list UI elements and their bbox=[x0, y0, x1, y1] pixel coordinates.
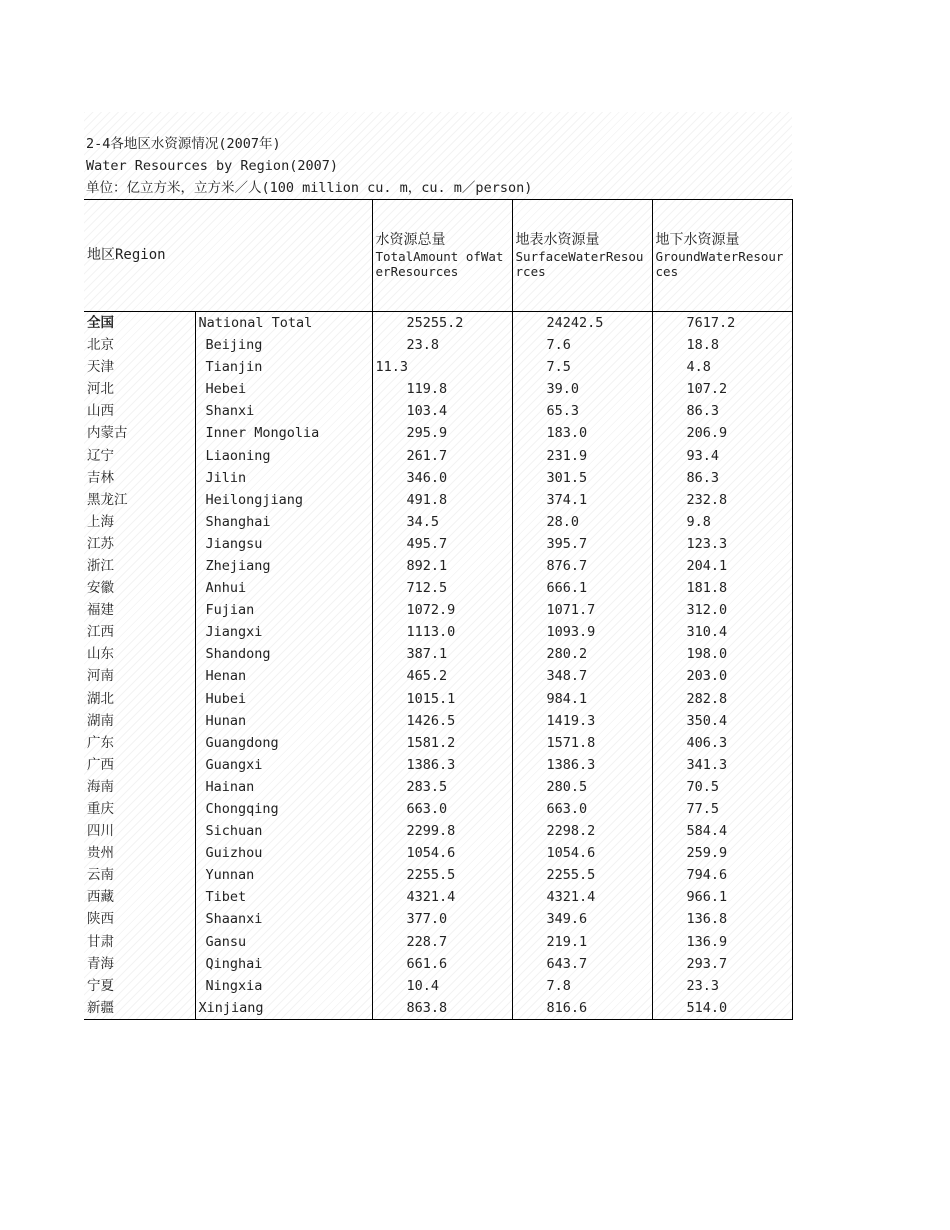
ground-cell: 198.0 bbox=[652, 643, 792, 665]
total-cell: 1426.5 bbox=[372, 710, 512, 732]
table-row bbox=[84, 842, 792, 864]
region-en-cell: Xinjiang bbox=[195, 997, 372, 1020]
surface-cell: 374.1 bbox=[512, 489, 652, 511]
region-en-cell: Zhejiang bbox=[195, 555, 372, 577]
surface-cell: 4321.4 bbox=[512, 886, 652, 908]
table-row bbox=[84, 886, 792, 908]
table-row bbox=[84, 710, 792, 732]
total-cell: 495.7 bbox=[372, 533, 512, 555]
table-row bbox=[84, 688, 792, 710]
table-body bbox=[84, 312, 792, 1020]
ground-cell: 18.8 bbox=[652, 334, 792, 356]
region-cn-cell: 辽宁 bbox=[84, 444, 195, 466]
region-cn-cell: 广东 bbox=[84, 732, 195, 754]
total-cell: 1054.6 bbox=[372, 842, 512, 864]
region-cn-cell: 四川 bbox=[84, 820, 195, 842]
total-cell: 11.3 bbox=[372, 356, 512, 378]
spreadsheet-sheet bbox=[84, 112, 792, 1020]
surface-cell: 349.6 bbox=[512, 908, 652, 930]
surface-cell: 1571.8 bbox=[512, 732, 652, 754]
region-cn-cell: 浙江 bbox=[84, 555, 195, 577]
region-cn-cell: 安徽 bbox=[84, 577, 195, 599]
surface-cell: 348.7 bbox=[512, 665, 652, 687]
table-row bbox=[84, 312, 792, 335]
region-cn-cell: 海南 bbox=[84, 776, 195, 798]
region-en-cell: Ningxia bbox=[195, 975, 372, 997]
total-cell: 1015.1 bbox=[372, 688, 512, 710]
region-cn-cell: 天津 bbox=[84, 356, 195, 378]
region-cn-cell: 宁夏 bbox=[84, 975, 195, 997]
header-total bbox=[372, 200, 512, 312]
surface-cell: 1419.3 bbox=[512, 710, 652, 732]
table-row bbox=[84, 467, 792, 489]
surface-cell: 301.5 bbox=[512, 467, 652, 489]
surface-cell: 1054.6 bbox=[512, 842, 652, 864]
region-en-cell: Shanxi bbox=[195, 400, 372, 422]
header-ground-en: GroundWaterResources bbox=[655, 249, 784, 279]
ground-cell: 282.8 bbox=[652, 688, 792, 710]
region-cn-cell: 山东 bbox=[84, 643, 195, 665]
region-cn-cell: 青海 bbox=[84, 953, 195, 975]
region-en-cell: Guangxi bbox=[195, 754, 372, 776]
ground-cell: 7617.2 bbox=[652, 312, 792, 335]
total-cell: 387.1 bbox=[372, 643, 512, 665]
region-cn-cell: 内蒙古 bbox=[84, 422, 195, 444]
total-cell: 465.2 bbox=[372, 665, 512, 687]
surface-cell: 984.1 bbox=[512, 688, 652, 710]
ground-cell: 794.6 bbox=[652, 864, 792, 886]
ground-cell: 181.8 bbox=[652, 577, 792, 599]
region-en-cell: Beijing bbox=[195, 334, 372, 356]
surface-cell: 28.0 bbox=[512, 511, 652, 533]
region-cn-cell: 广西 bbox=[84, 754, 195, 776]
ground-cell: 86.3 bbox=[652, 467, 792, 489]
region-en-cell: Jiangsu bbox=[195, 533, 372, 555]
ground-cell: 136.9 bbox=[652, 931, 792, 953]
table-row bbox=[84, 533, 792, 555]
region-cn-cell: 上海 bbox=[84, 511, 195, 533]
total-cell: 4321.4 bbox=[372, 886, 512, 908]
surface-cell: 65.3 bbox=[512, 400, 652, 422]
header-total-cn: 水资源总量 bbox=[375, 232, 446, 248]
water-resources-table bbox=[84, 199, 793, 1020]
region-en-cell: Hainan bbox=[195, 776, 372, 798]
table-row bbox=[84, 356, 792, 378]
region-en-cell: National Total bbox=[195, 312, 372, 335]
surface-cell: 7.5 bbox=[512, 356, 652, 378]
region-en-cell: Guizhou bbox=[195, 842, 372, 864]
total-cell: 491.8 bbox=[372, 489, 512, 511]
region-en-cell: Hunan bbox=[195, 710, 372, 732]
table-row bbox=[84, 511, 792, 533]
ground-cell: 9.8 bbox=[652, 511, 792, 533]
region-cn-cell: 湖南 bbox=[84, 710, 195, 732]
region-cn-cell: 河北 bbox=[84, 378, 195, 400]
table-row bbox=[84, 975, 792, 997]
total-cell: 2255.5 bbox=[372, 864, 512, 886]
surface-cell: 24242.5 bbox=[512, 312, 652, 335]
total-cell: 377.0 bbox=[372, 908, 512, 930]
total-cell: 283.5 bbox=[372, 776, 512, 798]
total-cell: 34.5 bbox=[372, 511, 512, 533]
region-en-cell: Chongqing bbox=[195, 798, 372, 820]
total-cell: 119.8 bbox=[372, 378, 512, 400]
region-cn-cell: 新疆 bbox=[84, 997, 195, 1020]
ground-cell: 350.4 bbox=[652, 710, 792, 732]
unit-line: 单位：亿立方米，立方米／人(100 million cu. m，cu. m／person) bbox=[86, 180, 533, 196]
region-cn-cell: 山西 bbox=[84, 400, 195, 422]
ground-cell: 23.3 bbox=[652, 975, 792, 997]
surface-cell: 39.0 bbox=[512, 378, 652, 400]
region-en-cell: Anhui bbox=[195, 577, 372, 599]
ground-cell: 514.0 bbox=[652, 997, 792, 1020]
region-cn-cell: 重庆 bbox=[84, 798, 195, 820]
ground-cell: 966.1 bbox=[652, 886, 792, 908]
surface-cell: 2298.2 bbox=[512, 820, 652, 842]
table-row bbox=[84, 732, 792, 754]
header-total-en: TotalAmount ofWaterResources bbox=[375, 249, 504, 279]
table-row bbox=[84, 400, 792, 422]
region-en-cell: Shaanxi bbox=[195, 908, 372, 930]
total-cell: 863.8 bbox=[372, 997, 512, 1020]
table-row bbox=[84, 334, 792, 356]
ground-cell: 4.8 bbox=[652, 356, 792, 378]
table-title-en: Water Resources by Region(2007) bbox=[86, 158, 338, 174]
ground-cell: 206.9 bbox=[652, 422, 792, 444]
surface-cell: 1093.9 bbox=[512, 621, 652, 643]
total-cell: 25255.2 bbox=[372, 312, 512, 335]
surface-cell: 663.0 bbox=[512, 798, 652, 820]
total-cell: 892.1 bbox=[372, 555, 512, 577]
region-cn-cell: 河南 bbox=[84, 665, 195, 687]
region-cn-cell: 北京 bbox=[84, 334, 195, 356]
region-en-cell: Henan bbox=[195, 665, 372, 687]
ground-cell: 310.4 bbox=[652, 621, 792, 643]
region-en-cell: Sichuan bbox=[195, 820, 372, 842]
ground-cell: 203.0 bbox=[652, 665, 792, 687]
region-en-cell: Hebei bbox=[195, 378, 372, 400]
total-cell: 712.5 bbox=[372, 577, 512, 599]
ground-cell: 93.4 bbox=[652, 444, 792, 466]
region-en-cell: Tibet bbox=[195, 886, 372, 908]
total-cell: 228.7 bbox=[372, 931, 512, 953]
region-cn-cell: 吉林 bbox=[84, 467, 195, 489]
region-cn-cell: 湖北 bbox=[84, 688, 195, 710]
table-row bbox=[84, 931, 792, 953]
table-row bbox=[84, 864, 792, 886]
header-surface bbox=[512, 200, 652, 312]
table-row bbox=[84, 422, 792, 444]
surface-cell: 7.6 bbox=[512, 334, 652, 356]
region-cn-cell: 云南 bbox=[84, 864, 195, 886]
region-cn-cell: 陕西 bbox=[84, 908, 195, 930]
total-cell: 23.8 bbox=[372, 334, 512, 356]
surface-cell: 7.8 bbox=[512, 975, 652, 997]
header-ground bbox=[652, 200, 792, 312]
total-cell: 663.0 bbox=[372, 798, 512, 820]
region-en-cell: Qinghai bbox=[195, 953, 372, 975]
table-row bbox=[84, 665, 792, 687]
table-row bbox=[84, 444, 792, 466]
region-cn-cell: 西藏 bbox=[84, 886, 195, 908]
region-en-cell: Inner Mongolia bbox=[195, 422, 372, 444]
table-row bbox=[84, 577, 792, 599]
surface-cell: 395.7 bbox=[512, 533, 652, 555]
ground-cell: 406.3 bbox=[652, 732, 792, 754]
surface-cell: 1386.3 bbox=[512, 754, 652, 776]
header-surface-en: SurfaceWaterResources bbox=[515, 249, 644, 279]
region-en-cell: Heilongjiang bbox=[195, 489, 372, 511]
region-en-cell: Jiangxi bbox=[195, 621, 372, 643]
table-row bbox=[84, 378, 792, 400]
ground-cell: 77.5 bbox=[652, 798, 792, 820]
surface-cell: 2255.5 bbox=[512, 864, 652, 886]
region-en-cell: Liaoning bbox=[195, 444, 372, 466]
table-row bbox=[84, 643, 792, 665]
ground-cell: 341.3 bbox=[652, 754, 792, 776]
region-en-cell: Gansu bbox=[195, 931, 372, 953]
ground-cell: 123.3 bbox=[652, 533, 792, 555]
surface-cell: 280.5 bbox=[512, 776, 652, 798]
table-row bbox=[84, 798, 792, 820]
table-row bbox=[84, 908, 792, 930]
ground-cell: 136.8 bbox=[652, 908, 792, 930]
region-en-cell: Fujian bbox=[195, 599, 372, 621]
header-region: 地区Region bbox=[84, 200, 372, 312]
surface-cell: 1071.7 bbox=[512, 599, 652, 621]
ground-cell: 204.1 bbox=[652, 555, 792, 577]
surface-cell: 280.2 bbox=[512, 643, 652, 665]
table-row bbox=[84, 555, 792, 577]
total-cell: 295.9 bbox=[372, 422, 512, 444]
surface-cell: 666.1 bbox=[512, 577, 652, 599]
total-cell: 1072.9 bbox=[372, 599, 512, 621]
ground-cell: 232.8 bbox=[652, 489, 792, 511]
total-cell: 1386.3 bbox=[372, 754, 512, 776]
region-en-cell: Guangdong bbox=[195, 732, 372, 754]
table-row bbox=[84, 599, 792, 621]
region-cn-cell: 贵州 bbox=[84, 842, 195, 864]
ground-cell: 107.2 bbox=[652, 378, 792, 400]
table-row bbox=[84, 953, 792, 975]
surface-cell: 219.1 bbox=[512, 931, 652, 953]
table-row bbox=[84, 776, 792, 798]
surface-cell: 643.7 bbox=[512, 953, 652, 975]
ground-cell: 584.4 bbox=[652, 820, 792, 842]
table-row bbox=[84, 997, 792, 1020]
table-row bbox=[84, 489, 792, 511]
ground-cell: 259.9 bbox=[652, 842, 792, 864]
total-cell: 261.7 bbox=[372, 444, 512, 466]
surface-cell: 876.7 bbox=[512, 555, 652, 577]
total-cell: 2299.8 bbox=[372, 820, 512, 842]
region-en-cell: Jilin bbox=[195, 467, 372, 489]
surface-cell: 816.6 bbox=[512, 997, 652, 1020]
total-cell: 103.4 bbox=[372, 400, 512, 422]
region-cn-cell: 甘肃 bbox=[84, 931, 195, 953]
region-cn-cell: 江苏 bbox=[84, 533, 195, 555]
table-row bbox=[84, 621, 792, 643]
table-row bbox=[84, 820, 792, 842]
header-surface-cn: 地表水资源量 bbox=[515, 232, 600, 248]
header-row bbox=[84, 200, 792, 312]
total-cell: 346.0 bbox=[372, 467, 512, 489]
ground-cell: 70.5 bbox=[652, 776, 792, 798]
region-cn-cell: 福建 bbox=[84, 599, 195, 621]
total-cell: 1113.0 bbox=[372, 621, 512, 643]
region-en-cell: Yunnan bbox=[195, 864, 372, 886]
table-title-cn: 2-4各地区水资源情况(2007年) bbox=[86, 136, 281, 152]
region-cn-cell: 全国 bbox=[84, 312, 195, 335]
ground-cell: 293.7 bbox=[652, 953, 792, 975]
total-cell: 1581.2 bbox=[372, 732, 512, 754]
total-cell: 10.4 bbox=[372, 975, 512, 997]
region-en-cell: Tianjin bbox=[195, 356, 372, 378]
ground-cell: 312.0 bbox=[652, 599, 792, 621]
ground-cell: 86.3 bbox=[652, 400, 792, 422]
region-en-cell: Shanghai bbox=[195, 511, 372, 533]
surface-cell: 231.9 bbox=[512, 444, 652, 466]
header-ground-cn: 地下水资源量 bbox=[655, 232, 740, 248]
total-cell: 661.6 bbox=[372, 953, 512, 975]
region-cn-cell: 黑龙江 bbox=[84, 489, 195, 511]
region-en-cell: Hubei bbox=[195, 688, 372, 710]
region-cn-cell: 江西 bbox=[84, 621, 195, 643]
surface-cell: 183.0 bbox=[512, 422, 652, 444]
table-row bbox=[84, 754, 792, 776]
region-en-cell: Shandong bbox=[195, 643, 372, 665]
